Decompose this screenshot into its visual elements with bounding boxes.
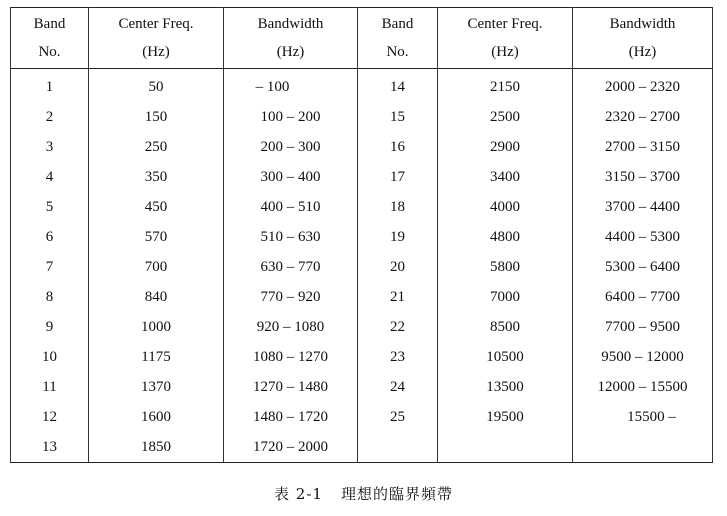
cell-center-freq-right: 19500: [438, 402, 573, 432]
table-row: [11, 162, 713, 192]
cell-center-freq-left: 450: [89, 192, 224, 222]
cell-center-freq-right: [438, 432, 573, 463]
cell-band-no-left: 9: [11, 312, 89, 342]
cell-bandwidth-right: 15500 –: [573, 402, 713, 432]
cell-band-no-right: 17: [358, 162, 438, 192]
cell-bandwidth-left: 1270 – 1480: [224, 372, 358, 402]
cell-band-no-left: 7: [11, 252, 89, 282]
cell-band-no-left: 8: [11, 282, 89, 312]
cell-band-no-right: 16: [358, 132, 438, 162]
table-row: [11, 192, 713, 222]
cell-bandwidth-left: 510 – 630: [224, 222, 358, 252]
cell-bandwidth-left: 770 – 920: [224, 282, 358, 312]
cell-bandwidth-left: 200 – 300: [224, 132, 358, 162]
caption-title: 理想的臨界頻帶: [340, 485, 453, 503]
cell-band-no-left: 1: [11, 69, 89, 103]
header-label: Center Freq.: [118, 16, 194, 32]
header-center-freq-left: [89, 8, 224, 69]
cell-bandwidth-right: 2700 – 3150: [573, 132, 713, 162]
cell-band-no-right: 23: [358, 342, 438, 372]
cell-band-no-left: 6: [11, 222, 89, 252]
header-bandwidth-right: [573, 8, 713, 69]
caption-number: 表 2-1: [274, 485, 323, 503]
table-row: [11, 402, 713, 432]
header-label: Bandwidth: [609, 16, 676, 32]
cell-bandwidth-right: 3700 – 4400: [573, 192, 713, 222]
cell-center-freq-left: 1370: [89, 372, 224, 402]
cell-center-freq-right: 4800: [438, 222, 573, 252]
cell-bandwidth-right: 7700 – 9500: [573, 312, 713, 342]
cell-band-no-right: [358, 432, 438, 463]
cell-band-no-right: 14: [358, 69, 438, 103]
cell-band-no-right: 21: [358, 282, 438, 312]
header-unit: No.: [38, 44, 61, 60]
cell-center-freq-left: 840: [89, 282, 224, 312]
header-center-freq-right: [438, 8, 573, 69]
table-row: [11, 252, 713, 282]
cell-center-freq-left: 250: [89, 132, 224, 162]
cell-center-freq-right: 2150: [438, 69, 573, 103]
cell-center-freq-left: 700: [89, 252, 224, 282]
cell-center-freq-left: 1000: [89, 312, 224, 342]
cell-bandwidth-right: 2000 – 2320: [573, 69, 713, 103]
header-unit: (Hz): [628, 44, 657, 60]
header-bandwidth-left: [224, 8, 358, 69]
cell-band-no-right: 22: [358, 312, 438, 342]
cell-bandwidth-right: 4400 – 5300: [573, 222, 713, 252]
table-row: [11, 102, 713, 132]
cell-bandwidth-left: 1720 – 2000: [224, 432, 358, 463]
header-label: Center Freq.: [467, 16, 543, 32]
cell-center-freq-left: 50: [89, 69, 224, 103]
cell-center-freq-right: 8500: [438, 312, 573, 342]
cell-center-freq-right: 2500: [438, 102, 573, 132]
cell-center-freq-left: 1600: [89, 402, 224, 432]
cell-bandwidth-left: 1080 – 1270: [224, 342, 358, 372]
cell-band-no-left: 3: [11, 132, 89, 162]
header-label: Band: [33, 16, 66, 32]
cell-band-no-left: 12: [11, 402, 89, 432]
cell-center-freq-right: 3400: [438, 162, 573, 192]
cell-bandwidth-right: 3150 – 3700: [573, 162, 713, 192]
cell-center-freq-left: 350: [89, 162, 224, 192]
table-header: [11, 8, 713, 69]
cell-band-no-left: 13: [11, 432, 89, 463]
header-unit: (Hz): [491, 44, 519, 60]
cell-center-freq-left: 1850: [89, 432, 224, 463]
header-label: Bandwidth: [257, 16, 324, 32]
cell-bandwidth-right: 12000 – 15500: [573, 372, 713, 402]
table-row: [11, 372, 713, 402]
table-row: [11, 69, 713, 103]
table-row: [11, 342, 713, 372]
cell-center-freq-right: 5800: [438, 252, 573, 282]
header-unit: No.: [386, 44, 409, 60]
cell-bandwidth-left: 100 – 200: [224, 102, 358, 132]
cell-band-no-right: 15: [358, 102, 438, 132]
cell-band-no-left: 2: [11, 102, 89, 132]
table-caption: [0, 483, 727, 504]
cell-band-no-left: 11: [11, 372, 89, 402]
header-row: [11, 8, 713, 69]
header-label: Band: [381, 16, 414, 32]
table-body: [11, 69, 713, 463]
table-row: [11, 432, 713, 463]
cell-band-no-left: 5: [11, 192, 89, 222]
cell-band-no-left: 4: [11, 162, 89, 192]
cell-bandwidth-left: 1480 – 1720: [224, 402, 358, 432]
cell-center-freq-right: 7000: [438, 282, 573, 312]
table-row: [11, 222, 713, 252]
cell-center-freq-right: 10500: [438, 342, 573, 372]
cell-center-freq-right: 2900: [438, 132, 573, 162]
cell-bandwidth-left: 630 – 770: [224, 252, 358, 282]
cell-band-no-right: 24: [358, 372, 438, 402]
header-unit: (Hz): [142, 44, 170, 60]
cell-band-no-right: 18: [358, 192, 438, 222]
cell-center-freq-left: 150: [89, 102, 224, 132]
cell-bandwidth-right: 9500 – 12000: [573, 342, 713, 372]
cell-bandwidth-left: 300 – 400: [224, 162, 358, 192]
cell-center-freq-right: 13500: [438, 372, 573, 402]
header-band-no-right: [358, 8, 438, 69]
cell-bandwidth-right: [573, 432, 713, 463]
cell-bandwidth-left: 400 – 510: [224, 192, 358, 222]
cell-bandwidth-left: 920 – 1080: [224, 312, 358, 342]
table-row: [11, 312, 713, 342]
header-band-no-left: [11, 8, 89, 69]
table-row: [11, 132, 713, 162]
critical-bands-table: [10, 7, 713, 463]
cell-bandwidth-right: 6400 – 7700: [573, 282, 713, 312]
cell-center-freq-left: 1175: [89, 342, 224, 372]
cell-bandwidth-left: – 100: [224, 69, 358, 103]
cell-center-freq-left: 570: [89, 222, 224, 252]
cell-bandwidth-right: 5300 – 6400: [573, 252, 713, 282]
cell-band-no-left: 10: [11, 342, 89, 372]
cell-band-no-right: 19: [358, 222, 438, 252]
table-row: [11, 282, 713, 312]
header-unit: (Hz): [276, 44, 305, 60]
cell-band-no-right: 20: [358, 252, 438, 282]
cell-bandwidth-right: 2320 – 2700: [573, 102, 713, 132]
cell-center-freq-right: 4000: [438, 192, 573, 222]
cell-band-no-right: 25: [358, 402, 438, 432]
